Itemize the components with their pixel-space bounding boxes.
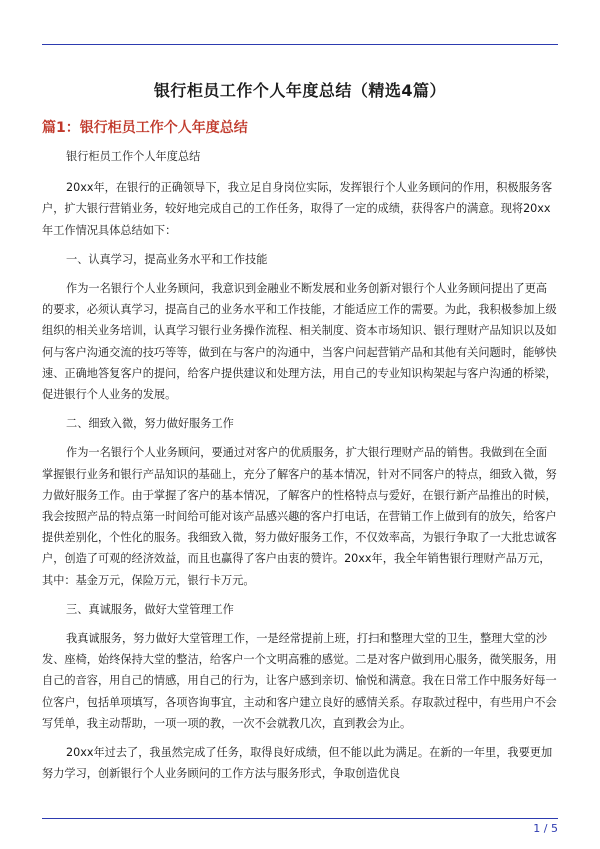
page-indicator: 1 / 5: [533, 822, 558, 835]
heading-study: 一、认真学习，提高业务水平和工作技能: [66, 252, 268, 266]
paragraph-outlook: 20xx年过去了，我虽然完成了任务，取得良好成绩，但不能以此为满足。在新的一年里，我要更加努力学习，创新银行个人业务顾问的工作方法与服务形式，争取创造优良: [42, 746, 553, 781]
paragraph-study: 作为一名银行个人业务顾问，我意识到金融业不断发展和业务创新对银行个人业务顾问提出了更高的要求，必须认真学习，提高自己的业务水平和工作技能，才能适应工作的需要。为此，我积极参加上级组织的相关业务培训，认真学习银行业务操作流程、相关制度、资本市场知识、银行理财产品知识以及如何与客户沟通交流的技巧等等，做到在与客户的沟通中，当客户问起营销产品和其他有关问题时，能够快速、正确地答复客户的提问，给客户提供建议和处理方法，用自己的专业知识构架起与客户沟通的桥梁，促进银行个人业务的发展。: [42, 282, 557, 402]
paragraph-service: 作为一名银行个人业务顾问，要通过对客户的优质服务，扩大银行理财产品的销售。我做到在全面掌握银行业务和银行产品知识的基础上，充分了解客户的基本情况，针对不同客户的特点，细致入微，努力做好服务工作。由于掌握了客户的基本情况，了解客户的性格特点与爱好，在银行新产品推出的时候，我会按照产品的特点第一时间给可能对该产品感兴趣的客户打电话，在营销工作上做到有的放矢，给客户提供差别化，个性化的服务。我细致入微，努力做好服务工作，不仅效率高，为银行争取了一大批忠诚客户，创造了可观的经济效益，而且也赢得了客户由衷的赞许。20xx年，我全年销售银行理财产品万元，其中：基金万元，保险万元，银行卡万元。: [42, 446, 557, 587]
footer-rule: [42, 818, 558, 819]
heading-service: 二、细致入微，努力做好服务工作: [66, 417, 234, 431]
article-subtitle: 银行柜员工作个人年度总结: [66, 150, 201, 163]
section-heading: 篇1：银行柜员工作个人年度总结: [42, 120, 248, 136]
heading-lobby: 三、真诚服务，做好大堂管理工作: [66, 602, 234, 616]
intro-paragraph: 20xx年，在银行的正确领导下，我立足自身岗位实际，发挥银行个人业务顾问的作用，积极服务客户，扩大银行营销业务，较好地完成自己的工作任务，取得了一定的成绩，获得客户的满意。现将20xx年工作情况具体总结如下：: [42, 181, 553, 237]
document-body: [42, 146, 558, 784]
header-rule: [42, 44, 558, 45]
paragraph-lobby: 我真诚服务，努力做好大堂管理工作，一是经常提前上班，打扫和整理大堂的卫生，整理大堂的沙发、座椅，始终保持大堂的整洁，给客户一个文明高雅的感觉。二是对客户做到用心服务，微笑服务，用自己的音容，用自己的情感，用自己的行为，让客户感到亲切、愉悦和满意。我在日常工作中服务好每一位客户，包括单项填写，各项咨询事宜，主动和客户建立良好的感情关系。存取款过程中，有些用户不会写凭单，我主动帮助，一项一项的教，一次不会就教几次，直到教会为止。: [42, 632, 557, 730]
document-title: 银行柜员工作个人年度总结（精选4篇）: [153, 81, 447, 100]
